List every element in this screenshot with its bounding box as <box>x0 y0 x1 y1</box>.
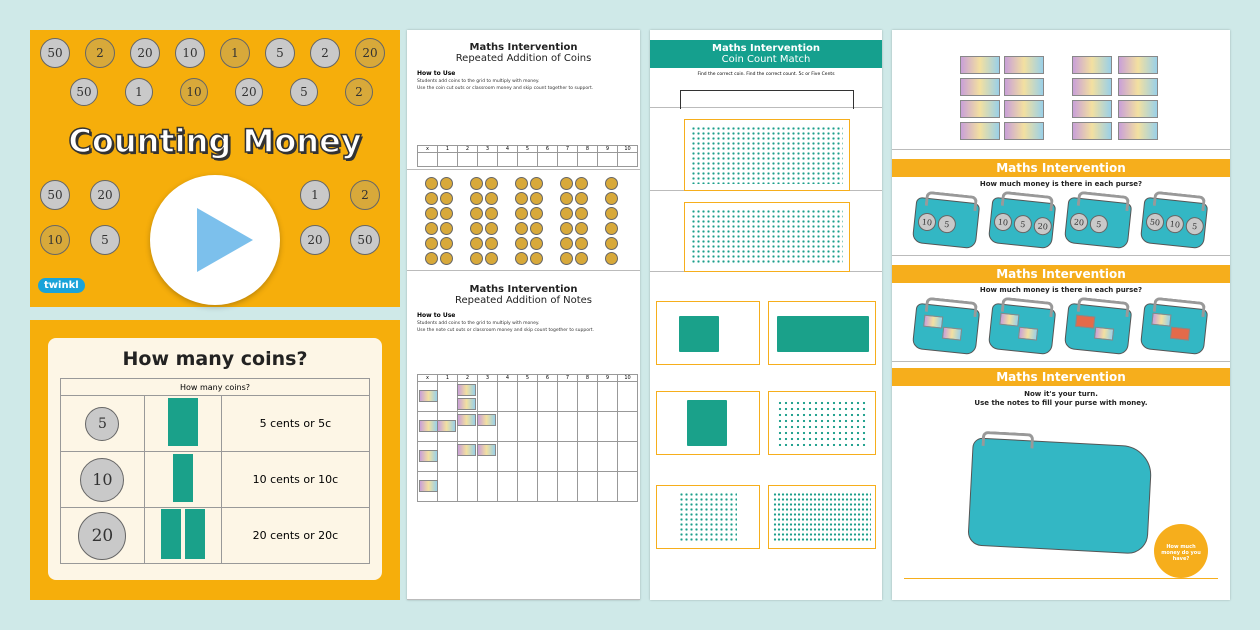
note-cutout <box>960 78 1000 96</box>
multiplication-grid <box>417 374 638 502</box>
grid-header-cell: 7 <box>558 375 578 382</box>
grid-header-cell: 6 <box>538 146 558 153</box>
coin-cutout <box>530 222 543 235</box>
coins-card <box>48 338 382 580</box>
coin-count-match-document <box>650 30 882 600</box>
coin-cutout <box>530 207 543 220</box>
coin-cutout <box>515 222 528 235</box>
coin-cutout <box>485 192 498 205</box>
coin: 2 <box>345 78 373 106</box>
large-purse-illustration <box>967 437 1152 554</box>
coin-cutout <box>605 192 618 205</box>
coin: 50 <box>350 225 380 255</box>
grid-header-cell: 10 <box>618 146 638 153</box>
page-title: Maths Intervention <box>469 42 578 53</box>
coin-cutout <box>575 222 588 235</box>
coin: 20 <box>235 78 263 106</box>
note-image <box>437 420 456 432</box>
note-purse <box>1140 303 1208 355</box>
your-turn-page <box>892 364 1230 600</box>
coin-cutout <box>575 207 588 220</box>
grid-header-cell: 7 <box>558 146 578 153</box>
banner-title: Maths Intervention <box>892 265 1230 283</box>
note-cutout <box>1004 122 1044 140</box>
coin: 50 <box>70 78 98 106</box>
coin: 20 <box>355 38 385 68</box>
repeated-addition-document <box>407 30 640 600</box>
coin-cutout <box>425 192 438 205</box>
note-cutout <box>1118 56 1158 74</box>
purse-coin: 10 <box>917 212 937 232</box>
how-to-use: How to Use <box>417 70 456 77</box>
grid-header-cell: 5 <box>518 375 538 382</box>
note-image <box>419 390 438 402</box>
coin-cutout <box>575 237 588 250</box>
note-cutout <box>1072 100 1112 118</box>
coin-cutout <box>470 207 483 220</box>
play-video-button[interactable] <box>150 175 280 305</box>
coin-cutout <box>605 252 618 265</box>
grid-header-cell: 1 <box>438 375 458 382</box>
table-row <box>61 508 370 564</box>
row-label: 5 cents or 5c <box>221 396 369 452</box>
grid-header-cell: 4 <box>498 375 518 382</box>
coin-purse <box>912 197 980 249</box>
note-purse <box>912 303 980 355</box>
grid-header-cell: x <box>418 375 438 382</box>
note-image <box>457 414 476 426</box>
coin-purses-page <box>892 152 1230 256</box>
coin-cutout <box>485 222 498 235</box>
your-turn-instruction: Use the notes to fill your purse with money. <box>974 399 1148 407</box>
coin: 1 <box>300 180 330 210</box>
coin-cutout <box>515 177 528 190</box>
coin-cutout <box>470 222 483 235</box>
coin: 20 <box>300 225 330 255</box>
coin-cutout <box>470 237 483 250</box>
instruction: Students add coins to the grid to multiply with money. <box>417 79 540 84</box>
note-cutout <box>1118 100 1158 118</box>
multiplication-grid <box>417 145 638 167</box>
dot-card-page <box>650 192 882 272</box>
grid-header-cell: 3 <box>478 146 498 153</box>
grid-header-cell: 4 <box>498 146 518 153</box>
answer-box <box>680 90 854 110</box>
purse-coin: 50 <box>1145 212 1165 232</box>
note-purse <box>1064 303 1132 355</box>
page-subtitle: Repeated Addition of Notes <box>454 295 593 306</box>
coin: 50 <box>40 38 70 68</box>
note-image <box>457 384 476 396</box>
coin-10: 10 <box>80 458 124 502</box>
grid-header-cell: 9 <box>598 146 618 153</box>
page-title: Maths Intervention <box>469 284 578 295</box>
note-image <box>477 444 496 456</box>
coin-cutout <box>470 177 483 190</box>
grid-header-cell: 8 <box>578 146 598 153</box>
coin-cutout <box>605 222 618 235</box>
coin-cutout <box>470 192 483 205</box>
coin-cutout <box>560 192 573 205</box>
teal-header <box>650 40 882 68</box>
coin: 5 <box>90 225 120 255</box>
note-cutout <box>1004 100 1044 118</box>
note-cutout <box>960 56 1000 74</box>
coin-cutout <box>575 192 588 205</box>
coin-cutout <box>575 177 588 190</box>
table-row <box>61 396 370 452</box>
note-cutout <box>1072 56 1112 74</box>
grid-header-cell: 10 <box>618 375 638 382</box>
note-image <box>477 414 496 426</box>
coin: 5 <box>265 38 295 68</box>
coin-cutout <box>530 177 543 190</box>
footer-line <box>904 578 1218 579</box>
page-subtitle: Repeated Addition of Coins <box>455 53 592 64</box>
coin: 10 <box>40 225 70 255</box>
slide-title: Counting Money <box>68 122 362 160</box>
purse-coin: 5 <box>937 214 957 234</box>
coin-cutout <box>485 207 498 220</box>
row-label: 20 cents or 20c <box>221 508 369 564</box>
grid-header-cell: 1 <box>438 146 458 153</box>
coin-cutout <box>470 252 483 265</box>
coin-cutout <box>530 192 543 205</box>
grid-header-cell: 2 <box>458 146 478 153</box>
purse-coin: 10 <box>993 212 1013 232</box>
purse-coin: 20 <box>1069 212 1089 232</box>
purse-coin: 5 <box>1089 214 1109 234</box>
coin-purse <box>988 197 1056 249</box>
dot-card-page <box>650 109 882 191</box>
coin: 50 <box>40 180 70 210</box>
grid-header-cell: 3 <box>478 375 498 382</box>
grid-header-cell: 6 <box>538 375 558 382</box>
coin-cutout <box>605 177 618 190</box>
note-purses-page <box>892 258 1230 362</box>
your-turn-text: Now it's your turn. <box>1024 390 1098 398</box>
note-image <box>419 420 438 432</box>
notes-page <box>407 272 640 600</box>
table-row <box>61 452 370 508</box>
coin: 10 <box>175 38 205 68</box>
coin: 1 <box>125 78 153 106</box>
coin-cutout <box>440 252 453 265</box>
note-cutout <box>1118 78 1158 96</box>
how-many-coins-slide <box>30 320 400 600</box>
coin-cutout <box>425 207 438 220</box>
coin: 2 <box>350 180 380 210</box>
coin-cutout <box>560 177 573 190</box>
page-subtitle: Coin Count Match <box>721 54 811 65</box>
coin-cutout <box>485 252 498 265</box>
instruction: Use the coin cut outs or classroom money and skip count together to support. <box>417 86 594 91</box>
banner-title: Maths Intervention <box>892 368 1230 386</box>
purse-coin: 5 <box>1185 216 1205 236</box>
note-cutout <box>1004 56 1044 74</box>
ten-frame <box>161 509 181 559</box>
coin-purse <box>1064 197 1132 249</box>
coin-cutout <box>530 237 543 250</box>
coin-cutout <box>425 237 438 250</box>
note-image <box>419 480 438 492</box>
instruction: Find the correct coin. Find the correct count. 5c or Five Cents <box>697 72 835 77</box>
speech-bubble: How much money do you have? <box>1154 524 1208 578</box>
coin-cutout <box>440 177 453 190</box>
coin-cutout <box>425 177 438 190</box>
purse-money-document <box>892 30 1230 600</box>
coin-cutout <box>440 237 453 250</box>
coin-cutouts-page <box>407 171 640 271</box>
coin-cutout <box>515 237 528 250</box>
instruction: Students add coins to the grid to multiply with money. <box>417 321 540 326</box>
note-cutouts-page <box>892 30 1230 150</box>
coin: 20 <box>130 38 160 68</box>
match-page <box>650 30 882 108</box>
coin: 10 <box>180 78 208 106</box>
coins-table <box>60 378 370 564</box>
coin-cutout <box>560 237 573 250</box>
grid-header-cell: x <box>418 146 438 153</box>
note-cutout <box>960 122 1000 140</box>
grid-header-cell: 5 <box>518 146 538 153</box>
ten-frame <box>173 454 193 502</box>
note-purse <box>988 303 1056 355</box>
coin-cutout <box>530 252 543 265</box>
coin-cutout <box>440 222 453 235</box>
question: How much money is there in each purse? <box>979 286 1143 294</box>
note-image <box>457 398 476 410</box>
ten-frame <box>168 398 198 446</box>
slide-heading: How many coins? <box>122 348 308 370</box>
row-label: 10 cents or 10c <box>221 452 369 508</box>
coin-cutout <box>485 177 498 190</box>
coin: 5 <box>290 78 318 106</box>
coin: 1 <box>220 38 250 68</box>
coin: 2 <box>85 38 115 68</box>
coin: 20 <box>90 180 120 210</box>
coin-cutout <box>425 222 438 235</box>
coin-cutout <box>440 207 453 220</box>
note-cutout <box>960 100 1000 118</box>
coin-cutout <box>605 207 618 220</box>
note-cutout <box>1118 122 1158 140</box>
coin-purse <box>1140 197 1208 249</box>
note-cutout <box>1004 78 1044 96</box>
coin-cutout <box>425 252 438 265</box>
note-cutout <box>1072 122 1112 140</box>
ten-frame-cards-page <box>650 273 882 600</box>
table-header: How many coins? <box>61 379 370 396</box>
grid-header-cell: 9 <box>598 375 618 382</box>
purse-coin: 10 <box>1165 214 1185 234</box>
coin-cutout <box>515 207 528 220</box>
page-title: Maths Intervention <box>712 43 820 54</box>
note-image <box>457 444 476 456</box>
purse-coin: 20 <box>1033 216 1053 236</box>
instruction: Use the note cut outs or classroom money and skip count together to support. <box>417 328 594 333</box>
ten-frame <box>185 509 205 559</box>
coin-20: 20 <box>78 512 126 560</box>
coin-cutout <box>485 237 498 250</box>
question: How much money is there in each purse? <box>979 180 1143 188</box>
coin-cutout <box>560 207 573 220</box>
purse-coin: 5 <box>1013 214 1033 234</box>
coins-page <box>407 30 640 170</box>
coin-cutout <box>515 252 528 265</box>
note-cutout <box>1072 78 1112 96</box>
coin: 2 <box>310 38 340 68</box>
grid-header-cell: 2 <box>458 375 478 382</box>
coin-cutout <box>560 222 573 235</box>
twinkl-logo: twinkl <box>38 278 85 293</box>
coin-cutout <box>605 237 618 250</box>
coin-cutout <box>440 192 453 205</box>
coin-cutout <box>575 252 588 265</box>
coin-cutout <box>560 252 573 265</box>
coin-cutout <box>515 192 528 205</box>
how-to-use: How to Use <box>417 312 456 319</box>
note-image <box>419 450 438 462</box>
coin-5: 5 <box>85 407 119 441</box>
grid-header-cell: 8 <box>578 375 598 382</box>
banner-title: Maths Intervention <box>892 159 1230 177</box>
